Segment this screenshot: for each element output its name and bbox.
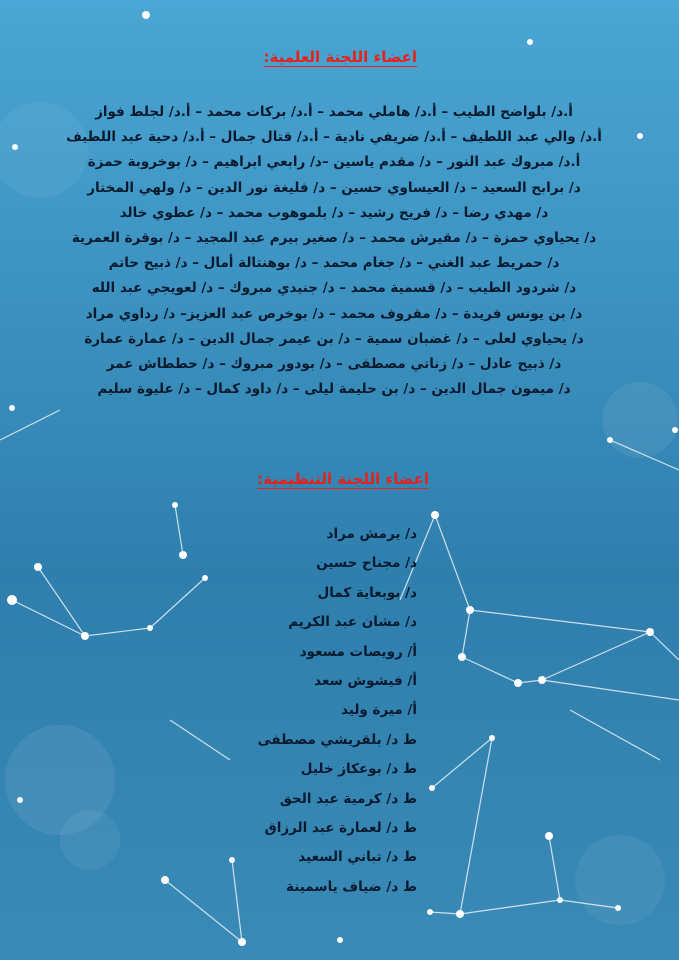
scientific-committee-line: د/ حمريط عبد الغني – د/ جغام محمد – د/ بوهنتالة أمال – د/ ذبيح حاتم — [108, 255, 560, 272]
scientific-committee-line: د/ برابح السعيد – د/ العيساوي حسين – د/ فليغة نور الدين – د/ ولهي المختار — [87, 179, 581, 196]
scientific-committee-line: د/ يحياوي حمزة – د/ مقيرش محمد – د/ صغير بيرم عبد المجيد – د/ بوقرة العمرية — [71, 229, 597, 246]
scientific-committee-heading: اعضاء اللجنة العلمية: — [263, 48, 417, 66]
organizing-committee-member: أ/ ميرة وليد — [341, 702, 417, 719]
scientific-committee-line: د/ بن يونس فريدة – د/ مقروف محمد – د/ بوخرص عبد العزيز– د/ رداوي مراد — [85, 305, 583, 322]
organizing-committee-member: ط د/ تباني السعيد — [298, 849, 417, 866]
organizing-committee-member: أ/ فيشوش سعد — [314, 672, 417, 689]
scientific-committee-line: د/ ميمون جمال الدين – د/ بن حليمة ليلى – د/ داود كمال – د/ عليوة سليم — [97, 381, 571, 398]
scientific-committee-line: د/ يحياوي لعلى – د/ غضبان سمية – د/ بن عيمر جمال الدين – د/ عمارة عمارة — [84, 330, 584, 347]
organizing-committee-heading: اعضاء اللجنة التنظيمية: — [257, 470, 429, 488]
organizing-committee-member: د/ يرمش مراد — [326, 526, 417, 542]
organizing-committee-member: أ/ رويصات مسعود — [299, 643, 417, 660]
organizing-committee-member: د/ مشان عبد الكريم — [288, 614, 417, 631]
organizing-committee-member: ط د/ لعمارة عبد الرزاق — [264, 819, 417, 836]
scientific-committee-line: أ.د/ مبروك عبد النور – د/ مقدم ياسين –د/ رابعي ابراهيم – د/ بوخروبة حمزة — [87, 154, 581, 171]
organizing-committee-member: ط د/ كرمية عبد الحق — [279, 790, 417, 807]
scientific-committee-line: أ.د/ بلواضح الطيب – أ.د/ هاملي محمد – أ.د/ بركات محمد – أ.د/ لجلط فواز — [95, 104, 573, 120]
organizing-committee-list — [257, 520, 417, 902]
scientific-committee-line: أ.د/ والي عبد اللطيف – أ.د/ ضريفي نادية – أ.د/ قتال جمال – أ.د/ دحية عبد اللطيف — [66, 129, 602, 146]
scientific-committee-line: د/ ذبيح عادل – د/ زناتي مصطفى – د/ بودور مبروك – د/ حططاش عمر — [106, 355, 562, 372]
organizing-committee-member: ط د/ بلقريشي مصطفى — [257, 731, 417, 748]
organizing-committee-member: ط د/ ضياف ياسمينة — [286, 878, 417, 895]
scientific-committee-line: د/ مهدي رضا – د/ فريح رشيد – د/ بلموهوب محمد – د/ عطوي خالد — [119, 204, 549, 221]
organizing-committee-member: د/ بوبعاية كمال — [317, 584, 417, 601]
scientific-committee-list — [19, 100, 649, 402]
scientific-committee-line: د/ شردود الطيب – د/ قسمية محمد – د/ جنيدي مبروك – د/ لعويجي عبد الله — [91, 280, 577, 297]
organizing-committee-member: د/ مجناح حسين — [316, 555, 417, 572]
organizing-committee-member: ط د/ بوعكاز خليل — [300, 761, 417, 778]
